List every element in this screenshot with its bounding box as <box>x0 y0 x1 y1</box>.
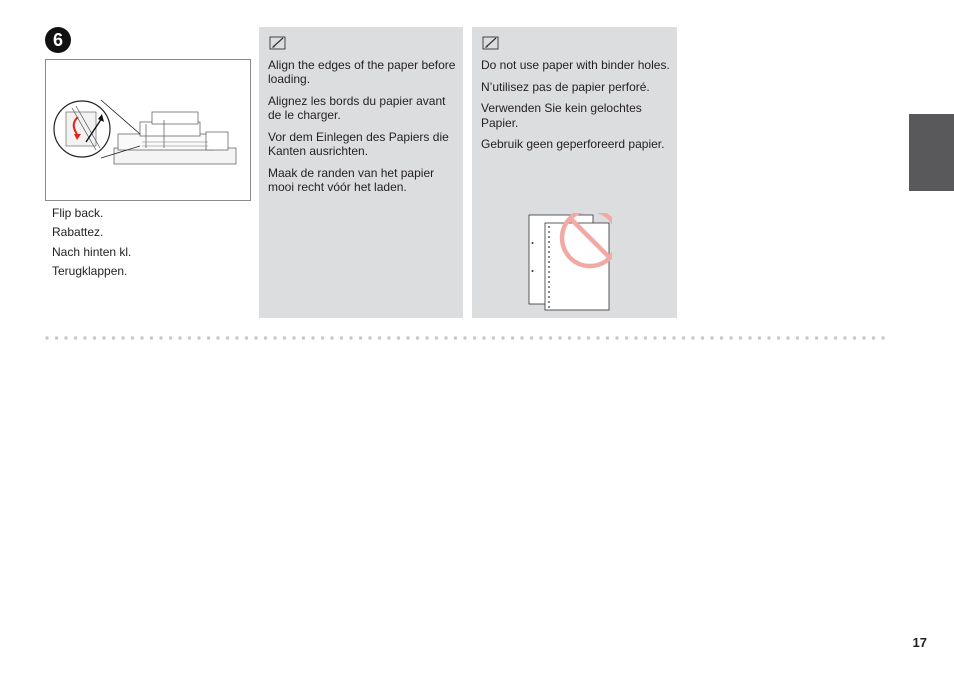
step-number-badge: 6 <box>45 27 71 53</box>
note-line-en: Align the edges of the paper before loading. <box>268 58 456 87</box>
side-section-tab <box>909 114 954 191</box>
note-line-fr: Alignez les bords du papier avant de le charger. <box>268 94 446 123</box>
caption-de: Nach hinten kl. <box>52 244 132 259</box>
note-line-fr: N’utilisez pas de papier perforé. <box>481 79 650 94</box>
note-box-binder-holes <box>472 27 677 318</box>
printer-illustration <box>45 59 251 201</box>
note-line-de: Vor dem Einlegen des Papiers die Kanten ausrichten. <box>268 130 449 159</box>
note-line-en: Do not use paper with binder holes. <box>481 58 670 72</box>
note-text <box>481 58 673 159</box>
caption-fr: Rabattez. <box>52 225 104 240</box>
pencil-note-icon <box>482 35 500 51</box>
printer-flip-back-drawing <box>46 60 250 200</box>
page-number: 17 <box>912 635 927 650</box>
step-captions <box>52 204 131 281</box>
dotted-separator <box>45 335 892 341</box>
note-box-align-edges <box>259 27 463 318</box>
caption-en: Flip back. <box>52 206 104 220</box>
note-line-de: Verwenden Sie kein gelochtes Papier. <box>481 101 642 130</box>
note-line-nl: Maak de randen van het papier mooi recht vóór het laden. <box>268 166 435 195</box>
pencil-note-icon <box>269 35 287 51</box>
note-line-nl: Gebruik geen geperforeerd papier. <box>481 137 665 152</box>
binder-holes-prohibited-illustration <box>528 213 612 311</box>
caption-nl: Terugklappen. <box>52 263 128 278</box>
note-text <box>268 58 458 202</box>
